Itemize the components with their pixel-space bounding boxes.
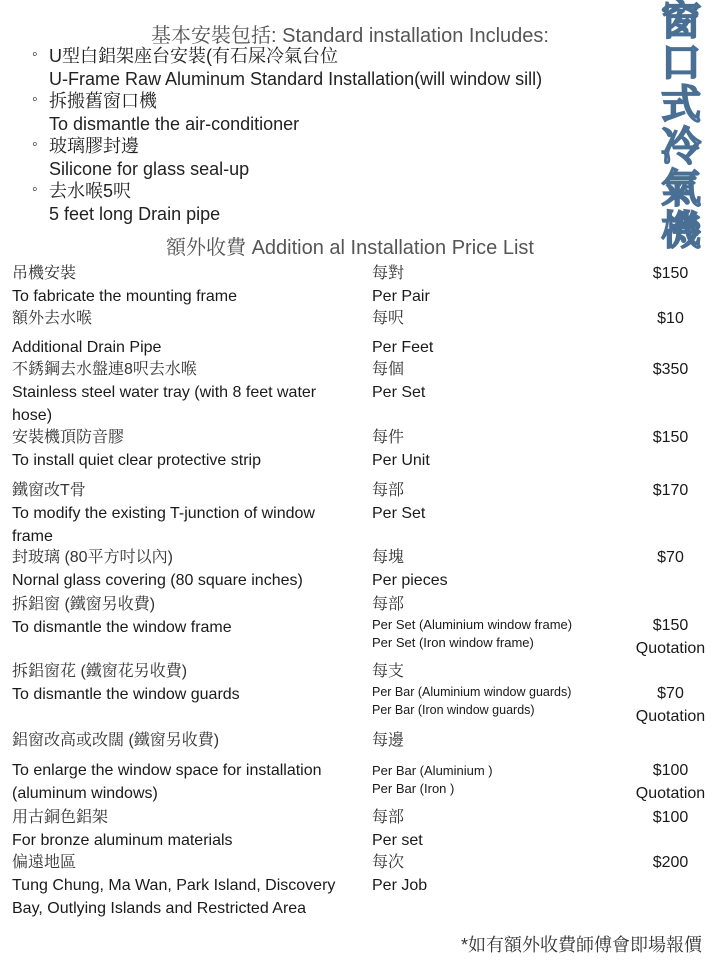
unit-sub: Per Set (Iron window frame) bbox=[372, 635, 534, 650]
item-en: 5 feet long Drain pipe bbox=[49, 203, 221, 224]
unit-sub: Per Set (Aluminium window frame) bbox=[372, 617, 573, 632]
unit-zh: 每個 bbox=[372, 361, 405, 378]
unit-en: Per Pair bbox=[372, 288, 430, 305]
title-char: 氣 bbox=[661, 166, 701, 212]
item-zh: 封玻璃 (80平方吋以內) bbox=[12, 549, 173, 566]
price: $170 bbox=[652, 482, 689, 499]
unit-sub: Per Bar (Iron ) bbox=[372, 781, 455, 796]
unit-sub: Per Bar (Iron window guards) bbox=[372, 703, 535, 717]
unit-zh: 每次 bbox=[372, 854, 405, 871]
unit-zh: 每部 bbox=[372, 596, 405, 613]
item-zh: 鐵窗改T骨 bbox=[12, 482, 86, 499]
unit-zh: 每部 bbox=[372, 482, 405, 499]
bullet-icon: ◦ bbox=[32, 181, 38, 198]
item-en: U-Frame Raw Aluminum Standard Installation(will window sill) bbox=[49, 68, 543, 89]
item-zh: 不銹鋼去水盤連8呎去水喉 bbox=[12, 361, 197, 378]
item-en: To fabricate the mounting frame bbox=[12, 288, 238, 305]
title-char: 窗 bbox=[661, 0, 701, 44]
price-alt: Quotation bbox=[635, 708, 706, 725]
unit-zh: 每件 bbox=[372, 429, 405, 446]
item-en: To enlarge the window space for installation (aluminum windows) bbox=[12, 762, 322, 802]
title-char: 式 bbox=[661, 82, 701, 128]
item-zh: 吊機安裝 bbox=[12, 265, 77, 282]
unit-sub: Per Bar (Aluminium window guards) bbox=[372, 685, 572, 699]
title-char: 口 bbox=[661, 40, 701, 86]
unit-zh: 每塊 bbox=[372, 549, 405, 566]
price: $200 bbox=[652, 854, 689, 871]
price: $100 bbox=[652, 809, 689, 826]
title-char: 機 bbox=[661, 208, 701, 254]
item-en: Additional Drain Pipe bbox=[12, 339, 162, 356]
unit-en: Per set bbox=[372, 832, 423, 849]
list-item bbox=[32, 45, 632, 90]
item-en: To dismantle the air-conditioner bbox=[49, 113, 300, 134]
bullet-icon: ◦ bbox=[32, 46, 38, 63]
item-zh: 去水喉5呎 bbox=[49, 181, 132, 201]
list-item bbox=[32, 180, 632, 225]
item-zh: 用古銅色鋁架 bbox=[12, 809, 109, 826]
standard-heading: 基本安裝包括: Standard installation Includes: bbox=[151, 25, 549, 47]
price: $150 bbox=[652, 429, 689, 446]
item-zh: 拆鋁窗 (鐵窗另收費) bbox=[12, 596, 156, 613]
extra-heading: 額外收費 Addition al Installation Price List bbox=[166, 237, 534, 259]
item-en: To modify the existing T-junction of window frame bbox=[12, 505, 315, 545]
item-en: To install quiet clear protective strip bbox=[12, 452, 261, 469]
footnote: *如有額外收費師傅會即場報價 bbox=[460, 935, 702, 955]
unit-en: Per Set bbox=[372, 384, 426, 401]
item-zh: 玻璃膠封邊 bbox=[49, 136, 139, 156]
unit-en: Per Set bbox=[372, 505, 426, 522]
price: $70 bbox=[657, 685, 684, 702]
item-zh: 安裝機頂防音膠 bbox=[12, 429, 125, 446]
list-item bbox=[32, 135, 632, 180]
unit-zh: 每邊 bbox=[372, 732, 405, 749]
item-en: Stainless steel water tray (with 8 feet water hose) bbox=[12, 384, 317, 424]
item-en: Tung Chung, Ma Wan, Park Island, Discovery Bay, Outlying Islands and Restricted Area bbox=[12, 877, 336, 917]
price: $350 bbox=[652, 361, 689, 378]
price-alt: Quotation bbox=[635, 640, 706, 657]
price: $10 bbox=[657, 310, 684, 327]
item-zh: 拆搬舊窗口機 bbox=[49, 91, 157, 111]
unit-en: Per Unit bbox=[372, 452, 430, 469]
item-zh: U型白鋁架座台安裝(有石屎冷氣台位 bbox=[49, 46, 338, 66]
price: $150 bbox=[652, 617, 689, 634]
unit-en: Per Job bbox=[372, 877, 428, 894]
item-en: For bronze aluminum materials bbox=[12, 832, 233, 849]
unit-zh: 每部 bbox=[372, 809, 405, 826]
price-alt: Quotation bbox=[635, 785, 706, 802]
price: $100 bbox=[652, 762, 689, 779]
unit-zh: 每支 bbox=[372, 663, 405, 680]
item-zh: 鋁窗改高或改闊 (鐵窗另收費) bbox=[12, 732, 220, 749]
unit-zh: 每呎 bbox=[372, 310, 405, 327]
item-zh: 偏遠地區 bbox=[12, 854, 77, 871]
item-zh: 額外去水喉 bbox=[12, 310, 93, 327]
standard-list bbox=[32, 45, 632, 225]
item-en: Silicone for glass seal-up bbox=[49, 158, 250, 179]
item-en: To dismantle the window guards bbox=[12, 686, 240, 703]
price: $150 bbox=[652, 265, 689, 282]
item-en: Nornal glass covering (80 square inches) bbox=[12, 572, 303, 589]
unit-zh: 每對 bbox=[372, 265, 405, 282]
bullet-icon: ◦ bbox=[32, 136, 38, 153]
list-item bbox=[32, 90, 632, 135]
price: $70 bbox=[657, 549, 684, 566]
unit-en: Per Feet bbox=[372, 339, 434, 356]
bullet-icon: ◦ bbox=[32, 91, 38, 108]
title-char: 冷 bbox=[661, 124, 701, 170]
item-en: To dismantle the window frame bbox=[12, 619, 232, 636]
item-zh: 拆鋁窗花 (鐵窗花另收費) bbox=[12, 663, 188, 680]
unit-en: Per pieces bbox=[372, 572, 448, 589]
unit-sub: Per Bar (Aluminium ) bbox=[372, 763, 493, 778]
